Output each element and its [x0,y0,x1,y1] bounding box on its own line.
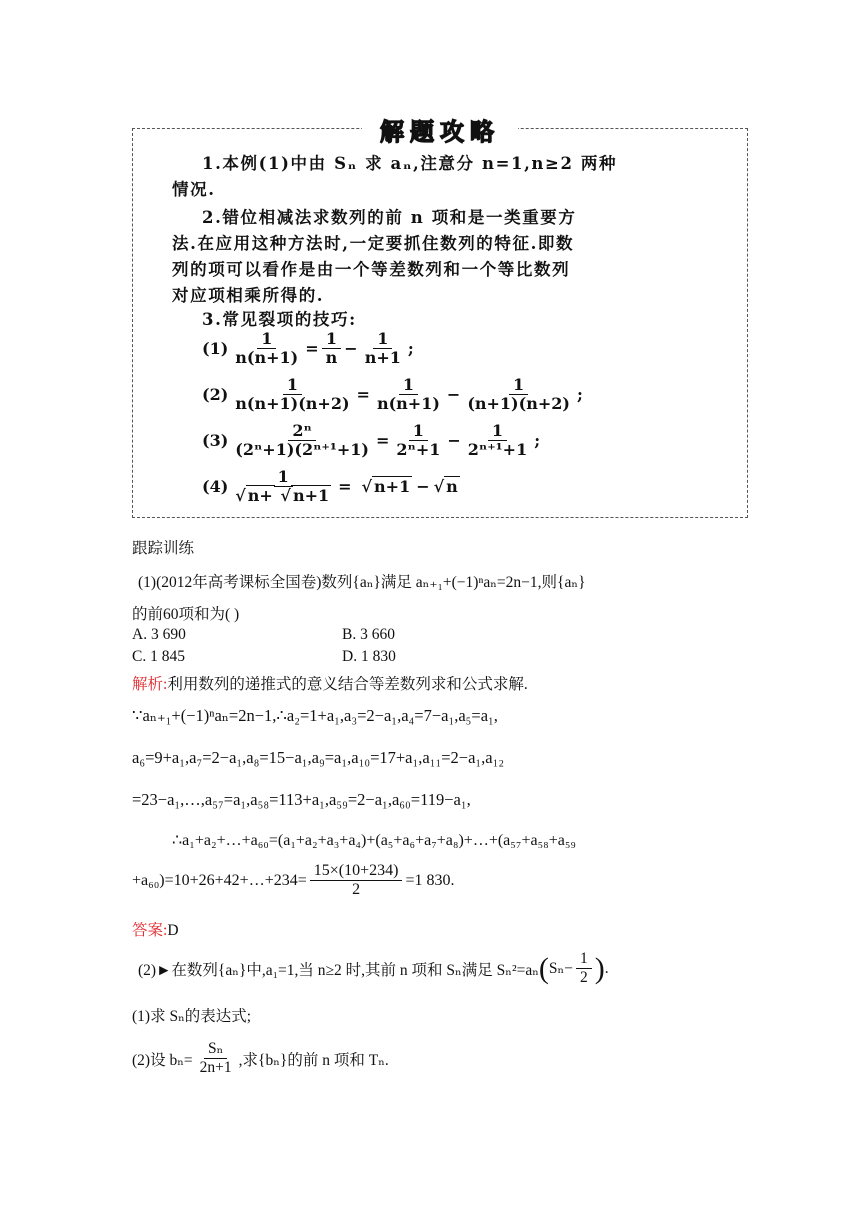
fraction-numerator: 1 [409,422,428,441]
option-b: B. 3 660 [342,626,395,643]
minus-sign: − [344,339,358,358]
solution-line-4: ∴a₁+a₂+…+a₆₀=(a₁+a₂+a₃+a₄)+(a₅+a₆+a₇+a₈)+…+(a₅₇+a₅₈+a₅₉ [172,832,576,849]
formula-4 [202,468,460,505]
fraction-numerator: 1 [488,422,507,441]
question-2-sub-1: (1)求 Sₙ的表达式; [132,1008,252,1025]
equals-sign: = [356,385,370,404]
question-2-sub-2-text: (2)设 bₙ= [132,1051,193,1069]
fraction-denominator: n(n+1)(n+2) [235,394,350,413]
equals-sign: = [305,339,319,358]
fraction-denominator: (n+1)(n+2) [467,394,570,413]
solution-intro [132,672,528,694]
minus-sign: − [447,431,461,450]
option-d: D. 1 830 [342,648,396,665]
solution-line-2: a₆=9+a₁,a₇=2−a₁,a₈=15−a₁,a₉=a₁,a₁₀=17+a₁,a₁₁=2−a₁,a₁₂ [132,748,505,767]
option-c: C. 1 845 [132,648,185,665]
fraction-numerator: 15×(10+234) [310,862,403,881]
minus-sign: − [446,385,461,404]
strategy-point-1-line-2: 情况. [172,180,216,199]
formula-label: (4) [202,477,229,496]
question-1-line-1: (1)(2012年高考课标全国卷)数列{aₙ}满足 aₙ₊₁+(−1)ⁿaₙ=2n−1,则{aₙ} [138,574,586,591]
solution-line-5 [132,862,454,899]
minus-sign: − [416,477,430,496]
strategy-point-2-line-4: 对应项相乘所得的. [172,286,325,305]
fraction-numerator: 1 [257,330,276,349]
fraction-denominator: 2ⁿ+1 [396,440,441,459]
period: . [604,959,609,977]
formula-3 [202,422,540,459]
strategy-point-1-line-1: 1.本例(1)中由 Sₙ 求 aₙ,注意分 n=1,n≥2 两种 [202,154,618,173]
solution-sum-text: +a₆₀)=10+26+42+…+234= [132,871,307,889]
fraction-denominator: n(n+1) [235,348,299,367]
formula-label: (1) [202,339,229,358]
formula-1 [202,330,414,367]
fraction-numerator: 1 [322,330,341,349]
equals-sign: = [338,477,352,496]
paren-expression: Sₙ− [548,960,573,977]
fraction-denominator: n [325,348,338,367]
answer-label: 答案: [132,922,168,939]
question-1-line-2: 的前60项和为( ) [132,606,240,623]
fraction-denominator: n(n+1) [376,394,440,413]
fraction-denominator: 2 [580,969,588,986]
formula-label: (3) [202,431,229,450]
strategy-banner: 解题攻略 [362,114,518,144]
solution-line-3: =23−a₁,…,a₅₇=a₁,a₅₈=113+a₁,a₅₉=2−a₁,a₆₀=119−a₁, [132,790,471,809]
question-2-text: (2)►在数列{aₙ}中,a₁=1,当 n≥2 时,其前 n 项和 Sₙ满足 Sₙ²=aₙ [138,961,539,979]
option-a: A. 3 690 [132,626,186,643]
solution-line-1: ∵aₙ₊₁+(−1)ⁿaₙ=2n−1,∴a₂=1+a₁,a₃=2−a₁,a₄=7−a₁,a₅=a₁, [132,706,498,725]
fraction-numerator: 1 [283,376,302,395]
question-2-sub-2 [132,1040,389,1077]
fraction-denominator: 2ⁿ⁺¹+1 [467,440,528,459]
semicolon: ; [576,385,583,404]
answer [132,918,179,940]
fraction-denominator: (2ⁿ+1)(2ⁿ⁺¹+1) [235,440,369,459]
fraction-denominator: 2 [352,881,361,898]
answer-value: D [167,922,179,939]
sqrt-term: √ n [433,477,458,496]
question-2-sub-2-tail: ,求{bₙ}的前 n 项和 Tₙ. [238,1051,389,1069]
strategy-point-2-line-1: 2.错位相减法求数列的前 n 项和是一类重要方 [202,208,577,227]
equals-sign: = [375,431,390,450]
formula-label: (2) [202,385,229,404]
fraction-numerator: 2ⁿ [288,422,315,441]
fraction-denominator: √ n+ √ n+1 [235,486,330,505]
semicolon: ; [407,339,414,358]
practice-heading: 跟踪训练 [132,540,195,557]
fraction-numerator: 1 [373,330,392,349]
fraction-denominator: 2n+1 [199,1059,232,1076]
sqrt-term: √ n+1 [361,477,411,496]
strategy-point-2-line-2: 法.在应用这种方法时,一定要抓住数列的特征.即数 [172,234,575,253]
solution-result: =1 830. [405,871,455,889]
solution-label: 解析: [132,676,168,693]
fraction-numerator: 1 [399,376,418,395]
fraction-numerator: 1 [274,468,293,487]
solution-intro-text: 利用数列的递推式的意义结合等差数列求和公式求解. [167,676,528,693]
fraction-denominator: n+1 [364,348,401,367]
semicolon: ; [534,431,541,450]
strategy-point-3: 3.常见裂项的技巧: [202,310,357,329]
formula-2 [202,376,583,413]
fraction-numerator: Sₙ [204,1040,227,1059]
fraction-numerator: 1 [576,950,592,969]
strategy-point-2-line-3: 列的项可以看作是由一个等差数列和一个等比数列 [172,260,571,279]
question-2-line-1: (2)►在数列{aₙ}中,a₁=1,当 n≥2 时,其前 n 项和 Sₙ满足 Sₙ²=aₙ ( Sₙ− $\frac{1}{2}$ ) . [138,950,609,986]
fraction-numerator: 1 [509,376,528,395]
